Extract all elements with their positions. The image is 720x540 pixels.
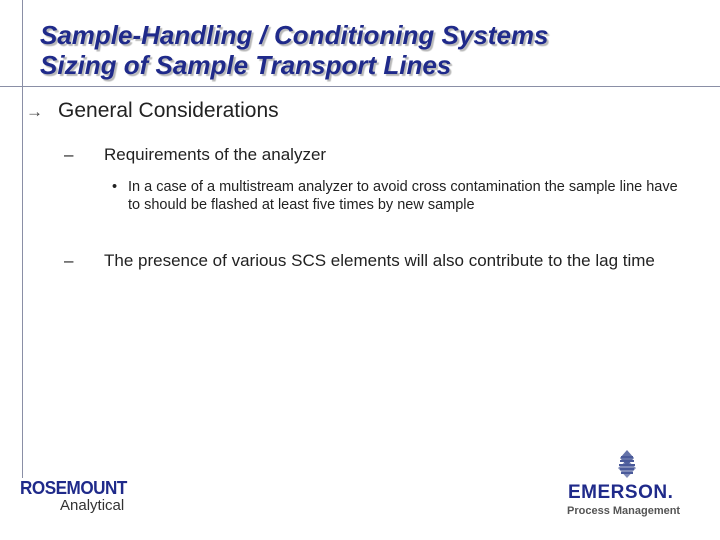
rosemount-sub: Analytical	[60, 497, 125, 514]
slide-title	[40, 20, 549, 80]
bullet-text: In a case of a multistream analyzer to avoid cross contamination the sample line have to should be flashed at least five times by new sample	[128, 179, 678, 213]
dash-bullet: –	[64, 145, 74, 164]
bullet-text: General Considerations	[58, 99, 279, 122]
bullet-text: Requirements of the analyzer	[104, 145, 327, 164]
title-line-1: Sample-Handling / Conditioning Systems	[40, 20, 549, 50]
vertical-rule	[22, 0, 23, 478]
bullet-general-considerations	[26, 98, 279, 125]
dash-bullet: –	[64, 251, 74, 270]
right-arrow-icon: →	[26, 102, 43, 121]
horizontal-rule	[0, 86, 720, 87]
dot-bullet: •	[112, 179, 118, 195]
emerson-logo	[560, 450, 700, 520]
emerson-logo-icon	[612, 450, 642, 482]
rosemount-logo	[20, 478, 133, 514]
bullet-text: The presence of various SCS elements will also contribute to the lag time	[104, 251, 655, 270]
rosemount-brand: ROSEMOUNT	[20, 478, 127, 498]
emerson-brand: EMERSON.	[568, 482, 674, 503]
emerson-sub: Process Management	[567, 505, 681, 517]
title-line-2: Sizing of Sample Transport Lines	[40, 50, 452, 80]
